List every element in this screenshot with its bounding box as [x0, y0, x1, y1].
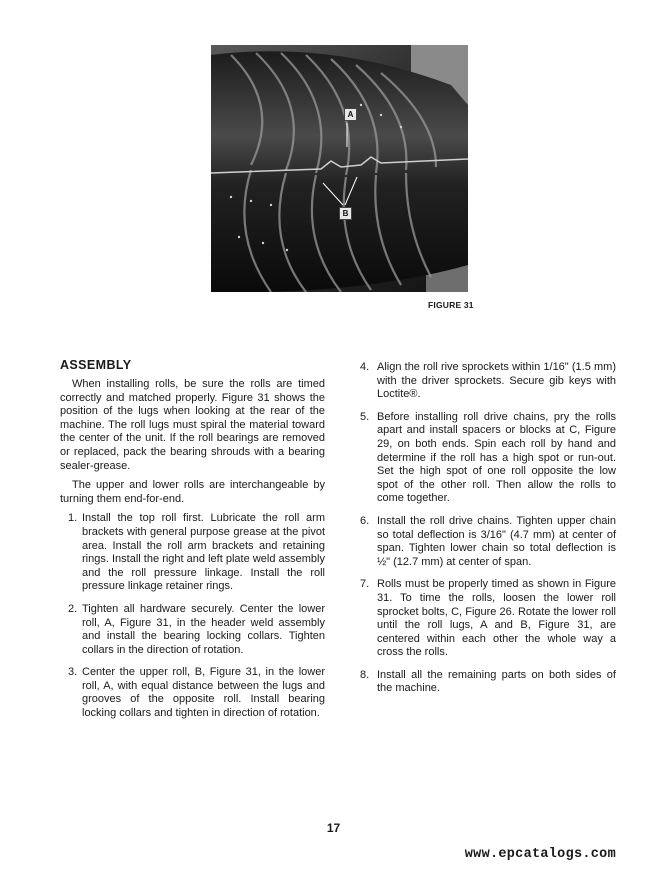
callout-a-label: A	[344, 108, 357, 121]
figure-caption: FIGURE 31	[428, 300, 474, 310]
section-heading: ASSEMBLY	[60, 358, 132, 372]
interchangeable-paragraph: The upper and lower rolls are interchangeable by turning them end-for-end.	[60, 479, 325, 505]
step-number: 8.	[360, 668, 370, 681]
step-number: 5.	[360, 410, 370, 423]
left-column	[60, 358, 325, 730]
step-number: 4.	[360, 361, 370, 373]
step-item	[60, 512, 325, 594]
intro-paragraph: When installing rolls, be sure the rolls are timed correctly and matched properly. Figure 31 shows the position of the lugs when looking at the rear of the machine. The roll lugs must spiral the material toward the center of the unit. If the roll bearings are removed or replaced, pack the bearing shrouds with a bearing sealer-grease.	[60, 378, 325, 472]
step-item	[360, 578, 616, 660]
right-column	[360, 361, 616, 705]
step-text: Center the upper roll, B, Figure 31, in the lower roll, A, with equal distance between the lugs and grooves of the opposite roll. Install bearing locking collars and tighten in direction of rotation.	[82, 666, 325, 720]
step-text: Rolls must be properly timed as shown in Figure 31. To time the rolls, loosen the lower roll sprocket bolts, C, Figure 26. Rotate the lower roll until the roll lugs, A and B, Figure 31, are centered within each other the whole way a cross the rolls.	[377, 578, 616, 659]
step-text: Before installing roll drive chains, pry the rolls apart and install spacers or blocks at C, Figure 29, on both ends. Spin each roll by hand and determine if the roll has a high spot or run-out. Set the high spot of one roll opposite the low spot of the other roll. Then allow the rolls to come together.	[377, 410, 616, 505]
steps-list-right	[360, 361, 616, 696]
step-text: Install all the remaining parts on both sides of the machine.	[377, 668, 616, 695]
figure-31-photo	[211, 45, 468, 292]
step-number: 1.	[68, 512, 78, 525]
step-text: Install the top roll first. Lubricate the roll arm brackets with general purpose grease at the pivot area. Install the roll arm brackets and retaining rings. Install the right and left plate weld assembly and the roll pressure linkage. Install the roll pressure linkage retainer rings.	[82, 512, 325, 593]
step-number: 2.	[68, 602, 78, 615]
step-text: Align the roll rive sprockets within 1/16" (1.5 mm) with the driver sprockets. Secure gib keys with Loctite®.	[377, 361, 616, 401]
roll-photo-illustration	[211, 45, 468, 292]
step-item	[360, 411, 616, 506]
step-number: 6.	[360, 514, 370, 527]
step-item	[60, 603, 325, 657]
step-item	[360, 669, 616, 696]
step-text: Install the roll drive chains. Tighten upper chain so total deflection is 3/16" (4.7 mm) at center of span. Tighten lower chain so total deflection is ½" (12.7 mm) at center of span.	[377, 514, 616, 568]
step-item	[360, 515, 616, 569]
watermark-url: www.epcatalogs.com	[464, 847, 616, 862]
callout-b-label: B	[339, 207, 352, 220]
step-text: Tighten all hardware securely. Center the lower roll, A, Figure 31, in the header weld assembly and install the bearing locking collars. Tighten collars in the direction of rotation.	[82, 602, 325, 656]
step-item	[60, 666, 325, 720]
step-number: 3.	[68, 666, 78, 679]
steps-list-left	[60, 512, 325, 720]
step-number: 7.	[360, 578, 370, 591]
step-item	[360, 361, 616, 402]
page-number: 17	[326, 821, 341, 835]
